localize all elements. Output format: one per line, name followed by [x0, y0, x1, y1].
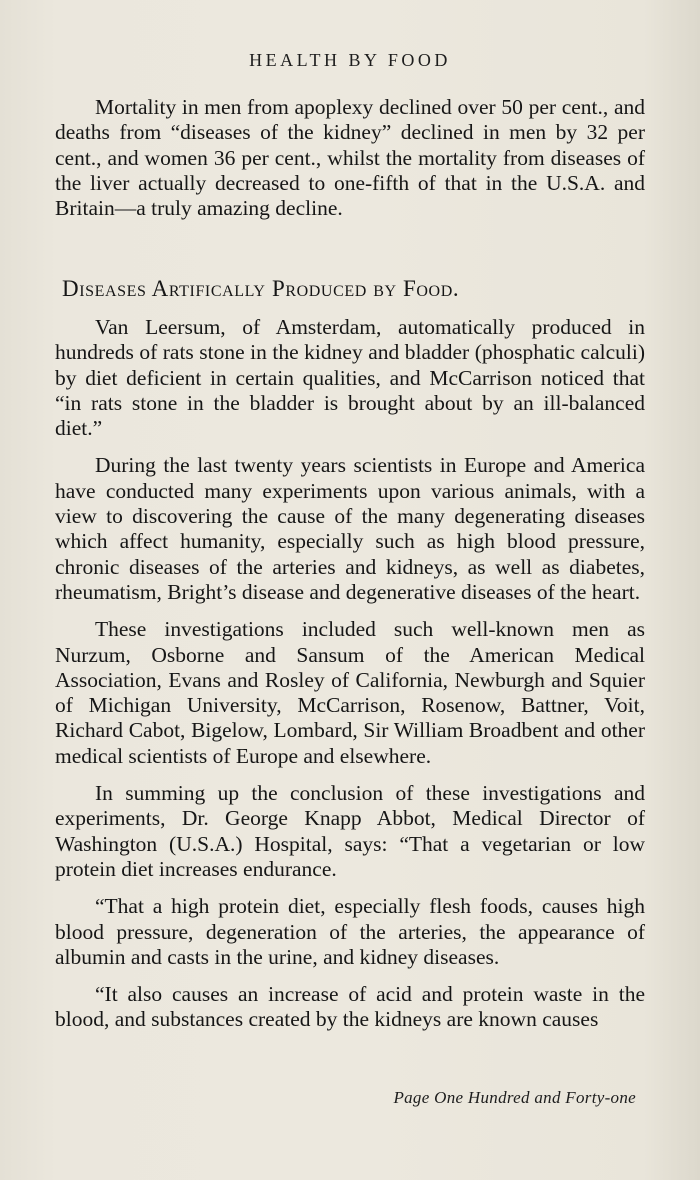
- paragraph-abbot-quote: In summing up the conclusion of these investigations and experiments, Dr. George Knapp Abbot, Medical Director of Washington (U.S.A.) Hospital, says: “That a vegetarian or low protein diet increases endurance.: [55, 781, 645, 881]
- paragraph-acid-waste: “It also causes an increase of acid and protein waste in the blood, and substances created by the kidneys are known causes: [55, 982, 645, 1032]
- text-block-top: [55, 95, 645, 221]
- page-folio: Page One Hundred and Forty-one: [393, 1088, 636, 1107]
- paragraph-mortality: Mortality in men from apoplexy declined over 50 per cent., and deaths from “diseases of the kidney” declined in men by 32 per cent., and women 36 per cent., whilst the mortality from diseases of the liver actually decreased to one-fifth of that in the U.S.A. and Britain—a truly amazing decline.: [55, 95, 645, 221]
- paragraph-van-leersum: Van Leersum, of Amsterdam, automatically produced in hundreds of rats stone in the kidney and bladder (phosphatic calculi) by diet deficient in certain qualities, and McCarrison noticed that “in rats stone in the bladder is brought about by an ill-balanced diet.”: [55, 315, 645, 441]
- paragraph-experiments: During the last twenty years scientists in Europe and America have conducted many experiments upon various animals, with a view to discovering the cause of the many degenerating diseases which affect humanity, especially such as high blood pressure, chronic diseases of the arteries and kidneys, as well as diabetes, rheumatism, Bright’s disease and degenerative diseases of the heart.: [55, 453, 645, 604]
- text-block-main: [55, 315, 645, 1033]
- paragraph-investigators: These investigations included such well-known men as Nurzum, Osborne and Sansum of the American Medical Association, Evans and Rosley of California, Newburgh and Squier of Michigan University, McCarrison, Rosenow, Battner, Voit, Richard Cabot, Bigelow, Lombard, Sir William Broadbent and other medical scientists of Europe and elsewhere.: [55, 617, 645, 768]
- paragraph-high-protein: “That a high protein diet, especially flesh foods, causes high blood pressure, degeneration of the arteries, the appearance of albumin and casts in the urine, and kidney diseases.: [55, 894, 645, 969]
- running-head: HEALTH BY FOOD: [249, 50, 451, 70]
- section-heading: Diseases Artifically Produced by Food.: [62, 276, 460, 301]
